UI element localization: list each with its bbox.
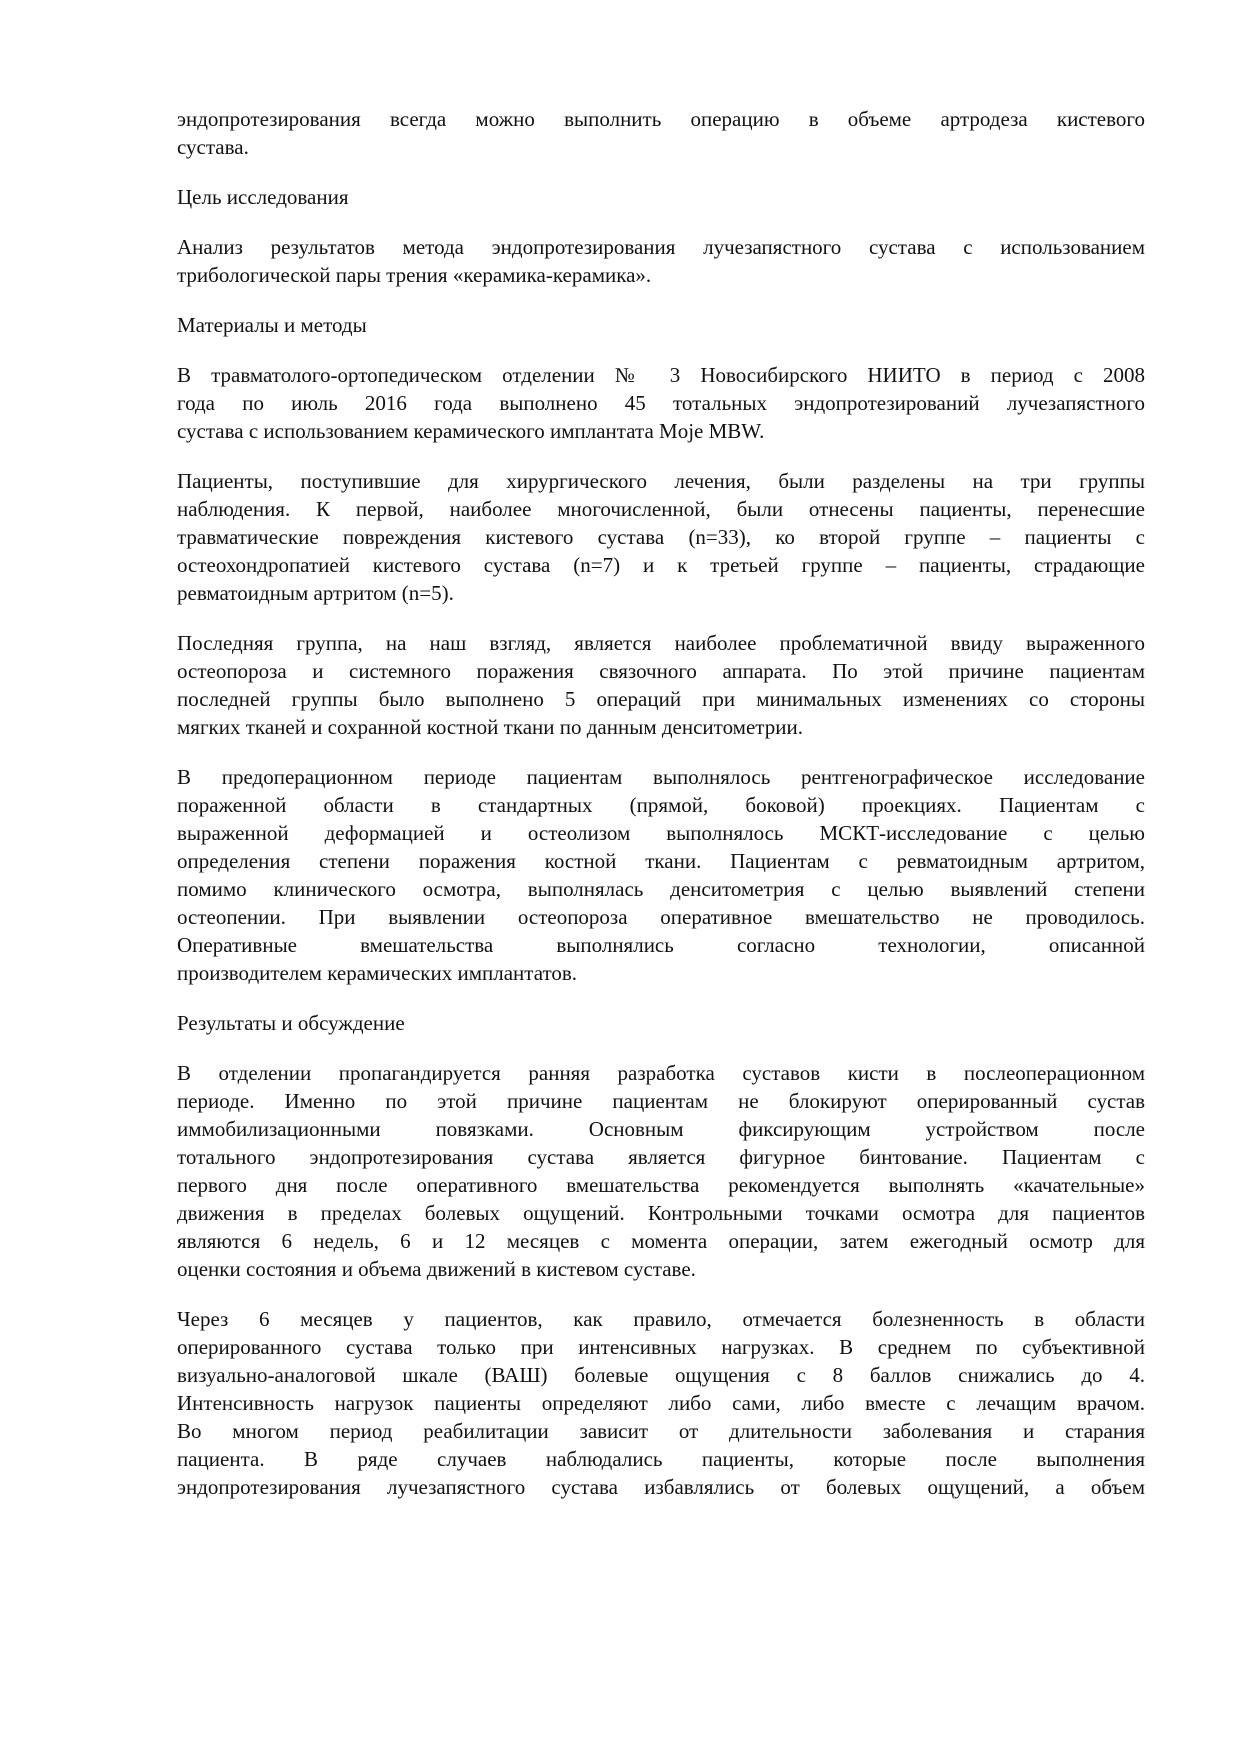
text-line: пораженной области в стандартных (прямой, боковой) проекциях. Пациентам с	[177, 793, 1145, 817]
text-line: сустава с использованием керамического имплантата Moje MBW.	[177, 419, 765, 443]
text-line: помимо клинического осмотра, выполнялась денситометрия с целью выявлений степени	[177, 877, 1145, 901]
text-line: оперированного сустава только при интенсивных нагрузках. В среднем по субъективной	[177, 1335, 1145, 1359]
text-line: Интенсивность нагрузок пациенты определяют либо сами, либо вместе с лечащим врачом.	[177, 1391, 1145, 1415]
paragraph	[177, 233, 1145, 289]
paragraph	[177, 763, 1145, 987]
text-line: Анализ результатов метода эндопротезирования лучезапястного сустава с использованием	[177, 235, 1145, 259]
document-page	[177, 105, 1145, 1523]
text-line: периоде. Именно по этой причине пациентам не блокируют оперированный сустав	[177, 1089, 1145, 1113]
text-line: Пациенты, поступившие для хирургического лечения, были разделены на три группы	[177, 469, 1145, 493]
paragraph	[177, 629, 1145, 741]
text-line: последней группы было выполнено 5 операций при минимальных изменениях со стороны	[177, 687, 1145, 711]
text-line: являются 6 недель, 6 и 12 месяцев с момента операции, затем ежегодный осмотр для	[177, 1229, 1145, 1253]
text-line: трибологической пары трения «керамика-керамика».	[177, 263, 652, 287]
text-line: мягких тканей и сохранной костной ткани по данным денситометрии.	[177, 715, 803, 739]
text-line: движения в пределах болевых ощущений. Контрольными точками осмотра для пациентов	[177, 1201, 1145, 1225]
text-line: иммобилизационными повязками. Основным фиксирующим устройством после	[177, 1117, 1145, 1141]
text-line: года по июль 2016 года выполнено 45 тотальных эндопротезирований лучезапястного	[177, 391, 1145, 415]
text-line: Оперативные вмешательства выполнялись согласно технологии, описанной	[177, 933, 1145, 957]
paragraph	[177, 1305, 1145, 1501]
text-line: Материалы и методы	[177, 313, 367, 337]
text-line: визуально-аналоговой шкале (ВАШ) болевые ощущения с 8 баллов снижались до 4.	[177, 1363, 1145, 1387]
paragraph	[177, 467, 1145, 607]
text-line: тотального эндопротезирования сустава является фигурное бинтование. Пациентам с	[177, 1145, 1145, 1169]
paragraph	[177, 361, 1145, 445]
section-heading	[177, 183, 1145, 211]
text-line: пациента. В ряде случаев наблюдались пациенты, которые после выполнения	[177, 1447, 1145, 1471]
text-line: В предоперационном периоде пациентам выполнялось рентгенографическое исследование	[177, 765, 1145, 789]
text-line: Через 6 месяцев у пациентов, как правило, отмечается болезненность в области	[177, 1307, 1145, 1331]
text-line: наблюдения. К первой, наиболее многочисленной, были отнесены пациенты, перенесшие	[177, 497, 1145, 521]
text-line: В отделении пропагандируется ранняя разработка суставов кисти в послеоперационном	[177, 1061, 1145, 1085]
text-line: производителем керамических имплантатов.	[177, 961, 578, 985]
text-line: остеохондропатией кистевого сустава (n=7) и к третьей группе – пациенты, страдающие	[177, 553, 1145, 577]
text-line: Результаты и обсуждение	[177, 1011, 405, 1035]
text-line: остеопороза и системного поражения связочного аппарата. По этой причине пациентам	[177, 659, 1145, 683]
text-line: Во многом период реабилитации зависит от длительности заболевания и старания	[177, 1419, 1145, 1443]
text-line: остеопении. При выявлении остеопороза оперативное вмешательство не проводилось.	[177, 905, 1145, 929]
text-line: В травматолого-ортопедическом отделении № 3 Новосибирского НИИТО в период с 2008	[177, 363, 1145, 387]
text-line: эндопротезирования всегда можно выполнить операцию в объеме артродеза кистевого	[177, 107, 1145, 131]
text-line: выраженной деформацией и остеолизом выполнялось МСКТ-исследование с целью	[177, 821, 1145, 845]
text-line: Цель исследования	[177, 185, 349, 209]
text-line: определения степени поражения костной ткани. Пациентам с ревматоидным артритом,	[177, 849, 1145, 873]
text-line: эндопротезирования лучезапястного сустава избавлялись от болевых ощущений, а объем	[177, 1475, 1145, 1499]
section-heading	[177, 1009, 1145, 1037]
text-line: травматические повреждения кистевого сустава (n=33), ко второй группе – пациенты с	[177, 525, 1145, 549]
text-line: первого дня после оперативного вмешательства рекомендуется выполнять «качательные»	[177, 1173, 1145, 1197]
text-line: Последняя группа, на наш взгляд, является наиболее проблематичной ввиду выраженного	[177, 631, 1145, 655]
paragraph	[177, 1059, 1145, 1283]
paragraph	[177, 105, 1145, 161]
text-line: сустава.	[177, 135, 249, 159]
text-line: оценки состояния и объема движений в кистевом суставе.	[177, 1257, 696, 1281]
section-heading	[177, 311, 1145, 339]
text-line: ревматоидным артритом (n=5).	[177, 581, 454, 605]
